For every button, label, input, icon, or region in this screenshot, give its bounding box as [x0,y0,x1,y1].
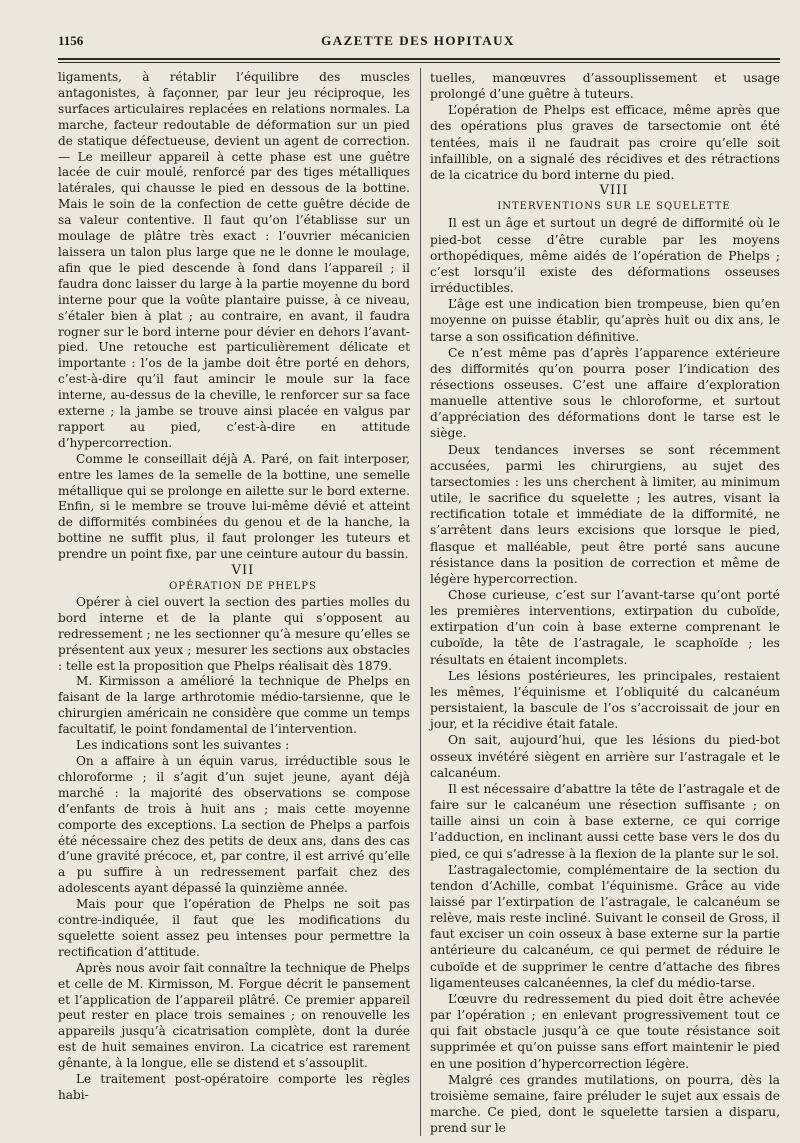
paragraph: Chose curieuse, c’est sur l’avant-tarse qu’ont porté les premières interventions, extirpation du cuboïde, extirpation d’un coin à base externe comprenant le cuboïde, la tête de l’astragale, le scaphoïde ; les résultats en étaient incomplets. [430,588,780,667]
paragraph: Après nous avoir fait connaître la technique de Phelps et celle de M. Kirmisson, M. Forgue décrit le pansement et l’application de l’appareil plâtré. Ce premier appareil peut rester en place trois semaines ; on renouvelle les appareils jusqu’à cicatrisation complète, dont la durée est de huit semaines environ. La cicatrice est rarement gênante, à la longue, elle se distend et s’assouplit. [58,960,410,1071]
paragraph: L’astragalectomie, complémentaire de la section du tendon d’Achille, combat l’équinisme. Grâce au vide laissé par l’extirpation de l’astragale, le calcanéum se relève, mais reste incliné. Suivant le conseil de Gross, il faut exciser un coin osseux à base externe sur la partie antérieure du calcanéum, ce qui permet de réduire le cuboïde et de supprimer le centre d’attache des fibres ligamenteuses calcanéennes, la clef du médio-tarse. [430,862,780,990]
header-rule-thin [58,62,780,63]
paragraph: Il est nécessaire d’abattre la tête de l’astragale et de faire sur le calcanéum une résection suffisante ; on taille ainsi un coin à base externe, ce qui corrige l’adduction, en inclinant aussi cette base vers le dos du pied, ce qui s’adresse à la flexion de la plante sur le sol. [430,781,780,861]
paragraph: Mais pour que l’opération de Phelps ne soit pas contre-indiquée, il faut que les modifications du squelette soient assez peu intenses pour permettre la rectification d’attitude. [58,897,410,959]
paragraph: Il est un âge et surtout un degré de difformité où le pied-bot cesse d’être curable par les moyens orthopédiques, même aidés de l’opération de Phelps ; c’est lorsqu’il existe des déformations osseuses irréductibles. [430,216,780,296]
paragraph: tuelles, manœuvres d’assouplissement et usage prolongé d’une guêtre à tuteurs. [430,71,780,102]
left-column [58,70,410,1104]
right-column [430,70,780,1136]
paragraph: On sait, aujourd’hui, que les lésions du pied-bot osseux invétéré siègent en arrière sur l’astragale et le calcanéum. [430,733,780,780]
paragraph: ligaments, à rétablir l’équilibre des muscles antagonistes, à façonner, par leur jeu réciproque, les surfaces articulaires replacées en relations normales. La marche, facteur redoutable de déformation sur un pied de statique défectueuse, devient un agent de correction. — Le meilleur appareil à cette phase est une guêtre lacée de cuir moulé, renforcé par des tiges métalliques latérales, qui chausse le pied en dessous de la bottine. Mais le soin de la confection de cette guêtre décide de sa valeur contentive. Il faut qu’on l’établisse sur un moulage de plâtre très exact : l’ouvrier mécanicien laissera un talon plus large que ne le donne le moulage, afin que le pied descende à fond dans l’appareil ; il faudra donc laisser du large à la partie moyenne du bord interne pour que la voûte plantaire puisse, à ce niveau, s’étaler bien à plat ; au contraire, en avant, il faudra rogner sur le bord interne pour dévier en dehors l’avant-pied. Une retouche est particulièrement délicate et importante : l’os de la jambe doit être porté en dehors, c’est-à-dire qu’il faut amincir le moule sur la face interne, au-dessus de la cheville, le renforcer sur sa face externe ; la jambe se trouve ainsi placée en valgus par rapport au pied, c’est-à-dire en attitude d’hypercorrection. [58,70,410,450]
paragraph: L’œuvre du redressement du pied doit être achevée par l’opération ; en enlevant progressivement tout ce qui fait obstacle jusqu’à ce que toute résistance soit supprimée et qu’on puisse sans effort maintenir le pied en une position d’hypercorrection légère. [430,991,780,1071]
section-heading: INTERVENTIONS SUR LE SQUELETTE [497,201,731,213]
section-heading: OPÉRATION DE PHELPS [169,581,317,592]
paragraph: L’âge est une indication bien trompeuse, bien qu’en moyenne on puisse établir, qu’après huit ou dix ans, le tarse a son ossification définitive. [430,297,780,344]
paragraph: Opérer à ciel ouvert la section des parties molles du bord interne et de la plante qui s’opposent au redressement ; ne les sectionner qu’à mesure qu’elles se présentent aux yeux ; mesurer les sections aux obstacles : telle est la proposition que Phelps réalisait dès 1879. [58,594,410,673]
header-rule-thick [58,58,780,60]
paragraph: L’opération de Phelps est efficace, même après que des opérations plus graves de tarsectomie ont été tentées, mais il ne faudrait pas croire qu’elle soit infaillible, on a signalé des récidives et des rétractions de la cicatrice du bord interne du pied. [430,103,780,182]
journal-title: GAZETTE DES HOPITAUX [321,33,515,48]
section-number: VIII [599,183,629,199]
paragraph: Le traitement post-opératoire comporte les règles habi- [58,1072,410,1102]
paragraph: Ce n’est même pas d’après l’apparence extérieure des difformités qu’on pourra poser l’indication des résections osseuses. C’est une affaire d’exploration manuelle attentive sous le chloroforme, et surtout d’appréciation des déformations dont le tarse est le siège. [430,345,780,441]
paragraph: Les indications sont les suivantes : [76,738,290,753]
paragraph: On a affaire à un équin varus, irréductible sous le chloroforme ; il s’agit d’un sujet jeune, ayant déjà marché : la majorité des observations se compose d’enfants de trois à huit ans ; mais cette moyenne comporte des exceptions. La section de Phelps a parfois été nécessaire chez des petits de deux ans, dans des cas d’une gravité précoce, et, par contre, il est arrivé qu’elle a pu suffire à un redressement parfait chez des adolescents ayant dépassé la quinzième année. [58,753,410,896]
column-divider [420,68,421,1136]
paragraph: Malgré ces grandes mutilations, on pourra, dès la troisième semaine, faire préluder le sujet aux essais de marche. Ce pied, dont le squelette tarsien a disparu, prend sur le [430,1072,780,1136]
paragraph: M. Kirmisson a amélioré la technique de Phelps en faisant de la large arthrotomie médio-tarsienne, que le chirurgien américain ne considère que comme un temps facultatif, le point fondamental de l’intervention. [58,674,410,737]
paragraph: Deux tendances inverses se sont récemment accusées, parmi les chirurgiens, au sujet des tarsectomies : les uns cherchent à limiter, au minimum utile, le sacrifice du squelette ; les autres, visant la rectification totale et immédiate de la difformité, ne s’arrêtent dans leurs excisions que lorsque le pied, flasque et malléable, peut être porté sans aucune résistance dans la position de correction et même de légère hypercorrection. [430,442,780,586]
paragraph: Comme le conseillait déjà A. Paré, on fait interposer, entre les lames de la semelle de la bottine, une semelle métallique qui se prolonge en ailette sur le bord externe. Enfin, si le membre se trouve lui-même dévié et atteint de difformités combinées du genou et de la hanche, la bottine ne suffit plus, il faut prolonger les tuteurs et prendre un point fixe, par une ceinture autour du bassin. [58,451,410,562]
page-header [58,33,778,53]
paragraph: Les lésions postérieures, les principales, restaient les mêmes, l’équinisme et l’obliquité du calcanéum persistaient, la bascule de l’os s’accroissait de jour en jour, et la récidive était fatale. [430,668,780,732]
page-number: 1156 [58,33,84,48]
section-number: VII [231,563,255,579]
